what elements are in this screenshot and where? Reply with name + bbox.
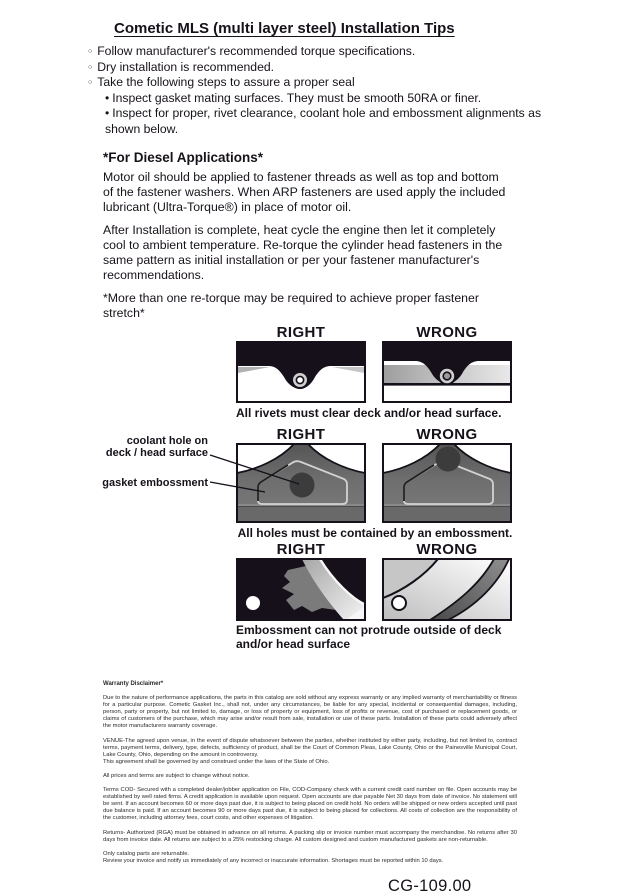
tip-item: ○ Take the following steps to assure a proper seal bbox=[88, 75, 548, 91]
diesel-paragraph-2: After Installation is complete, heat cycle the engine then let it completely cool to ambient temperature. Re-torque the cylinder head fasteners in the same pattern as initial installation or per your fastener manufacturer's recommendations. bbox=[103, 223, 503, 282]
warranty-heading: Warranty Disclaimer* bbox=[103, 681, 164, 687]
tip-item: ○ Dry installation is recommended. bbox=[88, 60, 548, 76]
tip-item: ○ Follow manufacturer's recommended torque specifications. bbox=[88, 44, 548, 60]
diesel-paragraph-1: Motor oil should be applied to fastener threads as well as top and bottom of the fastener washers. When ARP fasteners are used apply the included lubricant (Ultra-Torque®) in place of motor oil. bbox=[103, 170, 506, 214]
wrong-label: WRONG bbox=[416, 541, 478, 558]
legal-paragraph: VENUE-The agreed upon venue, in the event of dispute whatsoever between the parties, whether instituted by either party, including, but not limited to, contract terms, payment terms, delivery, type, defects, sufficiency of product, shall be the Court of Common Pleas, Lake County, Ohio or the Painesville Municipal Court, Lake County, Ohio, depending on the amount in controversy. bbox=[103, 737, 517, 758]
deck-bottom-band bbox=[237, 507, 365, 522]
retorque-note: *More than one re-torque may be required to achieve proper fastener stretch* bbox=[103, 291, 479, 320]
diagram-section bbox=[88, 325, 548, 651]
rivet-wrong-column bbox=[382, 325, 512, 403]
right-label: RIGHT bbox=[276, 426, 326, 443]
wrong-label: WRONG bbox=[416, 324, 478, 341]
wrong-label: WRONG bbox=[416, 426, 478, 443]
protrusion-wrong-diagram bbox=[382, 558, 512, 621]
embossment-caption: All holes must be contained by an embossment. bbox=[237, 526, 513, 540]
embossment-wrong-diagram bbox=[382, 443, 512, 523]
coolant-hole-label: coolant hole on deck / head surface bbox=[105, 435, 208, 459]
coolant-hole bbox=[290, 473, 315, 498]
legal-paragraph: Only catalog parts are returnable. bbox=[103, 850, 190, 857]
rivet-clearance-wrong-diagram bbox=[382, 341, 512, 403]
embossment-right-diagram bbox=[236, 443, 366, 523]
embossment-wrong-column bbox=[382, 427, 512, 523]
right-label: RIGHT bbox=[276, 541, 326, 558]
diesel-applications-heading: *For Diesel Applications* bbox=[103, 150, 264, 165]
rivet-caption: All rivets must clear deck and/or head surface. bbox=[236, 406, 502, 420]
rivet-right-column bbox=[236, 325, 366, 403]
legal-paragraph: Terms COD- Secured with a completed dealer/jobber application on File, COD-Company check with a current credit card number on file. Open accounts may be established by well rated firms. A credit application is available upon request. Open accounts are due payable Net 30 days from date of invoice. No statement will be sent. If an account becomes 60 or more days past due, it is subject to being placed on credit hold. No orders will be shipped or new orders accepted until past due balance is paid. If an account becomes 90 or more days past due, it is subject to being placed for collections. All costs of collection are the responsibility of the customer, including attorney fees, court costs, and other expenses of litigation. bbox=[103, 787, 517, 822]
embossment-right-column bbox=[236, 427, 366, 523]
protrusion-right-column bbox=[236, 542, 366, 621]
page-code: CG-109.00 bbox=[388, 876, 472, 895]
diagram-row-embossment-protrusion bbox=[88, 542, 548, 651]
rivet-clearance-right-diagram bbox=[236, 341, 366, 403]
bolt-hole bbox=[392, 596, 406, 610]
right-label: RIGHT bbox=[276, 324, 326, 341]
protrusion-wrong-column bbox=[382, 542, 512, 621]
installation-tips-list bbox=[88, 44, 548, 137]
gasket-embossment-label: gasket embossment bbox=[102, 477, 208, 489]
bolt-hole bbox=[246, 596, 260, 610]
legal-paragraph: Review your invoice and notify us immediately of any incorrect or inaccurate information. Shortages must be reported within 10 days. bbox=[103, 857, 444, 864]
legal-paragraph: Returns- Authorized (RGA) must be obtained in advance on all returns. A packing slip or invoice number must accompany the merchandise. No returns after 30 days from invoice date. All returns are subject to a 25% restocking charge. All custom designed and custom manufactured gaskets are non-returnable. bbox=[103, 829, 517, 843]
legal-paragraph: Due to the nature of performance applications, the parts in this catalog are sold without any express warranty or any implied warranty of merchantability or fitness for a particular purpose. Cometic Gasket Inc., shall not, under any circumstances, be liable for any special, incidental or consequential damages, including, person, party or property, but not limited to, damage, or loss of property or equipment, loss of profits or revenue, cost of purchased or replacement goods, or claims of customers of the purchase, which may arise and/or result from sale, installation or use of these parts. Installation of these parts could adversely affect the motor manufacturers warranty coverage. bbox=[103, 695, 517, 730]
protrusion-right-diagram bbox=[236, 558, 366, 621]
legal-paragraph: All prices and terms are subject to change without notice. bbox=[103, 772, 250, 779]
page-title: Cometic MLS (multi layer steel) Installation Tips bbox=[114, 20, 455, 37]
tip-sub-item: • Inspect gasket mating surfaces. They must be smooth 50RA or finer. bbox=[105, 91, 548, 107]
protrusion-caption: Embossment can not protrude outside of deck and/or head surface bbox=[236, 623, 502, 651]
diagram-row-embossment-containment bbox=[88, 427, 548, 540]
coolant-hole bbox=[436, 447, 461, 472]
deck-bottom-band bbox=[383, 507, 511, 522]
warranty-disclaimer bbox=[103, 681, 517, 865]
legal-paragraph: This agreement shall be governed by and construed under the laws of the State of Ohio. bbox=[103, 758, 330, 765]
diagram-row-rivet-clearance bbox=[88, 325, 548, 420]
tip-sub-item: • Inspect for proper, rivet clearance, coolant hole and embossment alignments as shown below. bbox=[105, 106, 548, 137]
